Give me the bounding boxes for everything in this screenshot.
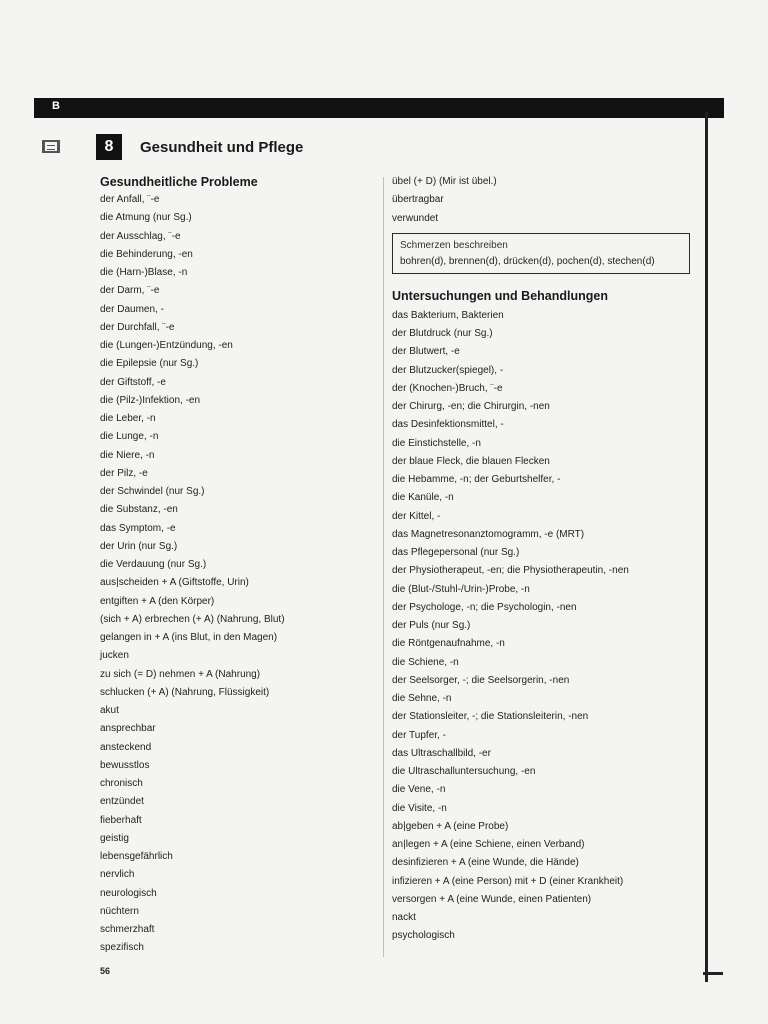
- vocab-entry: die Atmung (nur Sg.): [100, 212, 192, 224]
- vocab-entry: lebensgefährlich: [100, 851, 173, 862]
- vocab-entry: nüchtern: [100, 905, 139, 917]
- page-number: 56: [100, 966, 111, 976]
- vocab-entry: der Puls (nur Sg.): [392, 620, 471, 631]
- vocab-entry: der Durchfall, ¨-e: [100, 321, 175, 333]
- vocab-entry: entzündet: [100, 796, 144, 808]
- vocab-entry: der Chirurg, -en; die Chirurgin, -nen: [392, 401, 550, 412]
- vocab-entry: schlucken (+ A) (Nahrung, Flüssigkeit): [100, 686, 270, 698]
- vocab-entry: die (Pilz-)Infektion, -en: [100, 394, 201, 406]
- section-letter: B: [52, 100, 60, 112]
- vocab-entry: das Magnetresonanztomogramm, -e (MRT): [392, 528, 585, 540]
- vocab-entry: das Ultraschallbild, -er: [392, 747, 491, 759]
- vocab-entry: die Lunge, -n: [100, 431, 159, 443]
- vocab-entry: die Epilepsie (nur Sg.): [100, 358, 199, 370]
- vocab-entry: verwundet: [392, 212, 439, 224]
- vocab-entry: die Sehne, -n: [392, 693, 452, 704]
- vocab-entry: übertragbar: [392, 194, 444, 206]
- vocab-entry: versorgen + A (eine Wunde, einen Patienten): [392, 893, 592, 905]
- vocab-entry: die Hebamme, -n; der Geburtshelfer, -: [392, 474, 561, 485]
- info-box-title: Schmerzen beschreiben: [400, 239, 508, 251]
- vocab-entry: der Giftstoff, -e: [100, 376, 166, 388]
- vocab-entry: desinfizieren + A (eine Wunde, die Hände): [392, 857, 579, 869]
- vocab-entry: ansteckend: [100, 741, 152, 753]
- right-column: [392, 173, 702, 946]
- vocab-entry: die (Lungen-)Entzündung, -en: [100, 340, 233, 351]
- vocab-entry: der Pilz, -e: [100, 467, 148, 479]
- vocab-list-continued: [392, 173, 702, 228]
- vocab-entry: jucken: [100, 650, 129, 662]
- section-heading-treatments: Untersuchungen und Behandlungen: [392, 288, 608, 303]
- vocab-entry: die Visite, -n: [392, 802, 447, 814]
- vocab-entry: nervlich: [100, 869, 135, 881]
- header-bar: [34, 98, 724, 118]
- vocab-entry: neurologisch: [100, 887, 157, 899]
- vocab-entry: der Blutzucker(spiegel), -: [392, 364, 504, 376]
- vocab-entry: die Einstichstelle, -n: [392, 437, 481, 449]
- vocab-entry: das Symptom, -e: [100, 522, 176, 534]
- vocab-entry: die Vene, -n: [392, 784, 446, 796]
- vocab-list-problems: [100, 191, 380, 958]
- vocab-entry: der blaue Fleck, die blauen Flecken: [392, 455, 550, 467]
- vocab-entry: die Verdauung (nur Sg.): [100, 559, 207, 570]
- vocab-entry: der Urin (nur Sg.): [100, 540, 178, 552]
- vocab-entry: entgiften + A (den Körper): [100, 595, 215, 607]
- info-box: [392, 233, 690, 274]
- vocab-entry: psychologisch: [392, 930, 455, 942]
- vocab-entry: der Daumen, -: [100, 303, 164, 315]
- vocab-entry: (sich + A) erbrechen (+ A) (Nahrung, Blut): [100, 613, 285, 625]
- vocab-entry: aus|scheiden + A (Giftstoffe, Urin): [100, 577, 249, 589]
- vocab-entry: der Blutwert, -e: [392, 346, 460, 358]
- section-heading-problems: Gesundheitliche Probleme: [100, 175, 258, 189]
- vocab-entry: ansprechbar: [100, 723, 156, 735]
- vocab-entry: der Physiotherapeut, -en; die Physiotherapeutin, -nen: [392, 565, 629, 577]
- page-edge-foot: [703, 972, 723, 985]
- vocab-entry: gelangen in + A (ins Blut, in den Magen): [100, 632, 278, 643]
- vocab-entry: der (Knochen-)Bruch, ¨-e: [392, 382, 503, 394]
- vocab-entry: das Pflegepersonal (nur Sg.): [392, 547, 520, 558]
- vocab-entry: der Anfall, ¨-e: [100, 194, 160, 205]
- vocab-entry: geistig: [100, 832, 129, 844]
- vocab-entry: die Behinderung, -en: [100, 248, 193, 260]
- vocab-entry: die Röntgenaufnahme, -n: [392, 638, 505, 650]
- vocab-entry: chronisch: [100, 778, 143, 789]
- vocab-entry: der Psychologe, -n; die Psychologin, -nen: [392, 601, 577, 613]
- info-box-body: bohren(d), brennen(d), drücken(d), pochen(d), stechen(d): [400, 255, 655, 267]
- vocab-entry: das Desinfektionsmittel, -: [392, 419, 504, 431]
- vocab-entry: der Tupfer, -: [392, 729, 446, 741]
- vocab-entry: der Seelsorger, -; die Seelsorgerin, -nen: [392, 674, 570, 686]
- vocab-entry: die Schiene, -n: [392, 656, 459, 668]
- vocab-entry: der Blutdruck (nur Sg.): [392, 328, 493, 339]
- vocab-entry: infizieren + A (eine Person) mit + D (einer Krankheit): [392, 875, 624, 887]
- vocab-entry: die Niere, -n: [100, 449, 155, 461]
- vocab-entry: die (Blut-/Stuhl-/Urin-)Probe, -n: [392, 583, 530, 595]
- vocab-entry: die (Harn-)Blase, -n: [100, 267, 188, 278]
- vocab-entry: der Schwindel (nur Sg.): [100, 486, 205, 497]
- vocab-entry: die Ultraschalluntersuchung, -en: [392, 766, 536, 777]
- audio-icon: [42, 140, 60, 153]
- vocab-entry: der Darm, ¨-e: [100, 285, 160, 297]
- left-column: [100, 173, 380, 958]
- vocab-entry: die Kanüle, -n: [392, 492, 454, 504]
- vocab-entry: der Kittel, -: [392, 510, 441, 522]
- column-divider: [383, 177, 384, 957]
- vocab-list-treatments: [392, 307, 702, 946]
- vocab-entry: spezifisch: [100, 942, 144, 954]
- vocab-entry: fieberhaft: [100, 814, 142, 826]
- vocab-entry: an|legen + A (eine Schiene, einen Verband): [392, 839, 585, 850]
- vocab-entry: schmerzhaft: [100, 924, 155, 935]
- vocab-entry: ab|geben + A (eine Probe): [392, 820, 509, 832]
- vocab-entry: der Ausschlag, ¨-e: [100, 230, 181, 242]
- vocab-entry: zu sich (= D) nehmen + A (Nahrung): [100, 668, 261, 680]
- chapter-number: 8: [96, 134, 122, 160]
- vocab-entry: übel (+ D) (Mir ist übel.): [392, 176, 497, 187]
- vocab-entry: das Bakterium, Bakterien: [392, 309, 504, 321]
- chapter-title: Gesundheit und Pflege: [140, 139, 304, 156]
- vocab-entry: bewusstlos: [100, 759, 150, 771]
- vocab-entry: akut: [100, 705, 119, 716]
- vocab-entry: der Stationsleiter, -; die Stationsleiterin, -nen: [392, 711, 589, 723]
- vocab-entry: die Substanz, -en: [100, 504, 178, 516]
- page-edge-rule: [705, 112, 708, 982]
- vocab-entry: nackt: [392, 912, 416, 923]
- vocab-entry: die Leber, -n: [100, 413, 156, 424]
